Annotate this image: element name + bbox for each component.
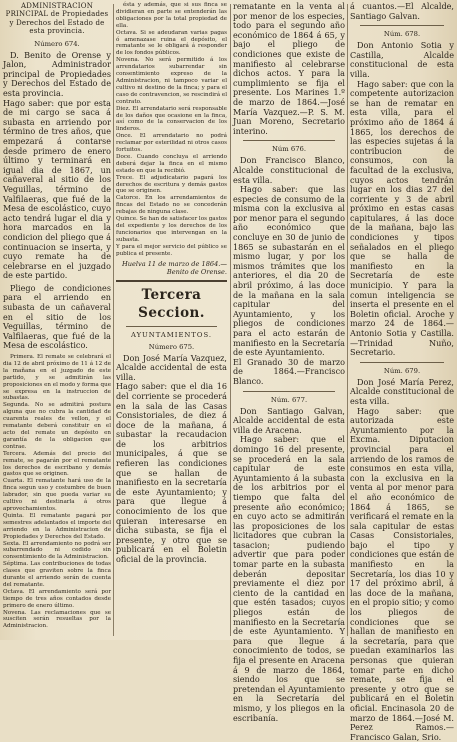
notice-number: Núm. 677. [270,395,308,404]
notice-body: Hago saber: que el domingo 16 del presente, se procederá en la sala capitular de este Ayuntamiento á la subasta de los arbitrios por el tiempo que falta del presente año económico; en cuyo acto se admitirán las proposiciones de los licitadores que cubran la tasacion; pudiendo advertir que para poder tomar parte en la subasta deberán depositar previamente el diez por ciento de la cantidad en que estén tasados; cuyos pliegos están de manifiesto en la Secretaría de este Ayuntamiento. Y para que llegue á conocimiento de todos, se fija el presente en Aracena á 9 de marzo de 1864, siendo los que se pretendan el Ayuntamiento en la Secretaría del mismo, y los pliegos en la escribanía. [233,434,345,723]
divider [243,140,335,141]
column-2 [116,2,227,638]
notice-signature: Huelva 11 de marzo de 1864.—Benito de Orense. [121,259,227,276]
column-4 [350,1,454,742]
notice-heading: Don Santiago Galvan, Alcalde accidental de esta villa de Aracena. [233,405,345,435]
notice-number: Núm. 679. [383,366,421,375]
notice-number: Núm. 678. [383,30,421,39]
notice-number: Número 674. [34,39,80,48]
divider [360,362,444,363]
column-3 [233,1,345,723]
column-divider [113,4,114,636]
conditions-title: Pliego de condiciones para el arriendo en subasta de un cañaveral en el sitio de los Veguillas, término de Valfilaeras, que fué de la Mesa de escolástico. [3,282,111,351]
section-subtitle: AYUNTAMIENTOS. [130,330,213,339]
notice-body: D. Benito de Orense y Jalon, Administrador principal de Propiedades y Derechos del Estado de esta provincia. Hago saber: que por esta de mi cargo se saca á subasta en arriendo por término de tres años, que empezará á contarse desde primero de enero último y terminará en igual dia de 1867, un cañaveral al sitio de los Veguillas, término de Valfilaeras, que fué de la Mesa de escolástico, cuyo acto tendrá lugar el dia y hora marcados en la condicion del pliego que á continuacion se inserta, y cuyo remate ha de celebrarse en el juzgado de este partido. [3,49,111,281]
section-title: Tercera Seccion. [138,286,205,321]
section-header: ADMINISTRACION PRINCIPAL de Propiedades y Derechos del Estado de esta provincia. [5,2,109,36]
conditions-continued: ésta y además, que si sus finca se dividieran en parte se entenderán las obligaciones por la total propiedad de ella. Octava. Si se adeudaran varias pagas ó amenazase ruina el depósito, el rematante se le obligará á responder de los fondos públicos. Novena. No será permitido á los arrendatarios subarrendar sin consentimiento expreso de la Administracion, ni tampoco variar el cultivo ni destino de la finca; y para el caso de contravencion, se rescindirá el contrato. Diez. El arrendatario será responsable de los daños que ocasione en la finca, así como de la conservacion de los linderos. Once. El arrendatario no podrá reclamar por esterilidad ni otros casos fortuitos. Doce. Cuando concluya el arriendo deberá dejar la finca en el mismo estado en que la recibió. Trece. El adjudicatario pagará los derechos de escritura y demás gastos que se originen. Catorce. En los arrendamientos de fincas del Estado no se concederán rebajas de ninguna clase. Quince. Se han de satisfacer los gastos del expediente y los derechos de los funcionarios que intervengan en la subasta. Y para el mejor servicio del público se publica el presente. [116,2,227,257]
divider [243,391,335,392]
column-divider [230,4,231,636]
notice-body: Hago saber: que las especies de consumo de la misma con la exclusiva al por menor para el segundo año económico que concluye en 30 de junio de 1865 se subastarán en el mismo lugar, y por los mismos trámites que los anteriores, el dia 20 de abril próximo, á las doce de la mañana en la sala capitular del Ayuntamiento, y los pliegos de condiciones para el acto estarán de manifiesto en la Secretaría de este Ayuntamiento. El Granado 30 de marzo de 1864.—Francisco Blanco. [233,184,345,386]
notice-number: Número 675. [148,342,195,351]
notice-body: Hago saber: que autorizada este Ayuntamiento por la Excma. Diputacion provincial para el arriendo de los ramos de consumos en esta villa, con la exclusiva en la venta al por menor para el año económico de 1864 á 1865, se verificará el remate en la sala capitular de estas Casas Consistoriales, bajo el tipo y condiciones que están de manifiesto en la Secretaría, los dias 10 y 17 del próximo abril, á las doce de la mañana, en el propio sitio; y como los pliegos de condiciones que se hallan de manifiesto en la secretaría, para que puedan examinarlos las personas que quieran tomar parte en dicho remate, se fija el presente y otro que se publicará en el Boletin oficial. Encinasola 20 de marzo de 1864.—José M. Perez Ramos.—Francisco Galan, Srio. [350,405,454,742]
notice-body: rematante en la venta al por menor de los especies, todo para el segundo año económico de 1864 á 65, y bajo el pliego de condiciones que existe de manifiesto al celebrarse dichos actos. Y para la cumplimiento se fija el presente. Los Marines 1.º de marzo de 1864.—José María Vazquez.—P. S. M. Juan Moreno, Secretario interino. [233,1,345,136]
column-1 [3,2,111,638]
notice-body: Don José María Vazquez, Alcalde accidental de esta villa. Hago saber: que el dia 16 del corriente se procederá en la sala de las Casas Consistoriales, de diez á doce de la mañana, á subastar la recaudacion de los arbitrios municipales, á que se refieren las condiciones que se hallan de manifiesto en la secretaría de este Ayuntamiento; y para que llegue á conocimiento de los que quieran interesarse en dicha subasta, se fija el presente, y otro que se publicará en el Boletin oficial de la provincia. [116,352,227,564]
divider [126,326,217,327]
notice-body: á cuantos.—El Alcalde, Santiago Galvan. [350,1,454,21]
divider [360,25,444,26]
divider [116,280,227,282]
notice-number: Núm 676. [271,145,307,154]
conditions-text: Primera. El remate se celebrará el dia 12 de abril próximo de 11 á 12 de la mañana en el juzgado de este partido, y se admitirán las proposiciones en el modo y forma que se expresa en la instruccion de subastas. Segunda. No se admitirá postura alguna que no cubra la cantidad de cuarenta reales de vellon, y el rematante deberá constituir en el acto del remate un depósito en garantía de la obligacion que contrae. Tercera. Además del precio del remate, se pagarán por el rematante los derechos de escribano y demás gastos que se originen. Cuarta. El rematante hará uso de la finca segun uso y costumbre de buen labrador, sin que pueda variar su cultivo ni destinarla á otros aprovechamientos. Quinta. El rematante pagará por semestres adelantados el importe del arriendo en la Administracion de Propiedades y Derechos del Estado. Sexta. El arrendamiento no podrá ser subarrendado ni cedido sin consentimiento de la Administracion. Séptima. Las contribuciones de todas clases que graviten sobre la finca durante el arriendo serán de cuenta del rematante. Octava. El arrendamiento será por tiempo de tres años contados desde primero de enero último. Novena. Las reclamaciones que se susciten serán resueltas por la Administracion. [3,354,112,630]
notice-heading: Don Francisco Blanco, Alcalde constitucional de esta villa. [233,155,345,185]
notice-body: Hago saber: que con la competente autorizacion se han de rematar en esta villa, para el próximo año de 1864 á 1865, los derechos de las especies sujetas á la contribucion de consumos, con la facultad de la exclusiva, cuyos actos tendrán lugar en los dias 27 del corriente y 3 de abril próximo en estas casas capitulares, á las doce de la mañana, bajo las condiciones y tipos señalados en el pliego que se halla de manifiesto en la Secretaría de este municipio. Y para la comun inteligencia se inserta el presente en el Boletin oficial. Aroche y marzo 24 de 1864.—Antonio Sotia y Castilla.—Trinidad Nuño, Secretario. [350,78,454,358]
notice-heading: Don Antonio Sotia y Castilla, Alcalde constitucional de esta villa. [350,40,454,79]
column-divider [347,4,348,636]
notice-heading: Don José María Perez, Alcalde constitucional de esta villa. [350,376,454,406]
